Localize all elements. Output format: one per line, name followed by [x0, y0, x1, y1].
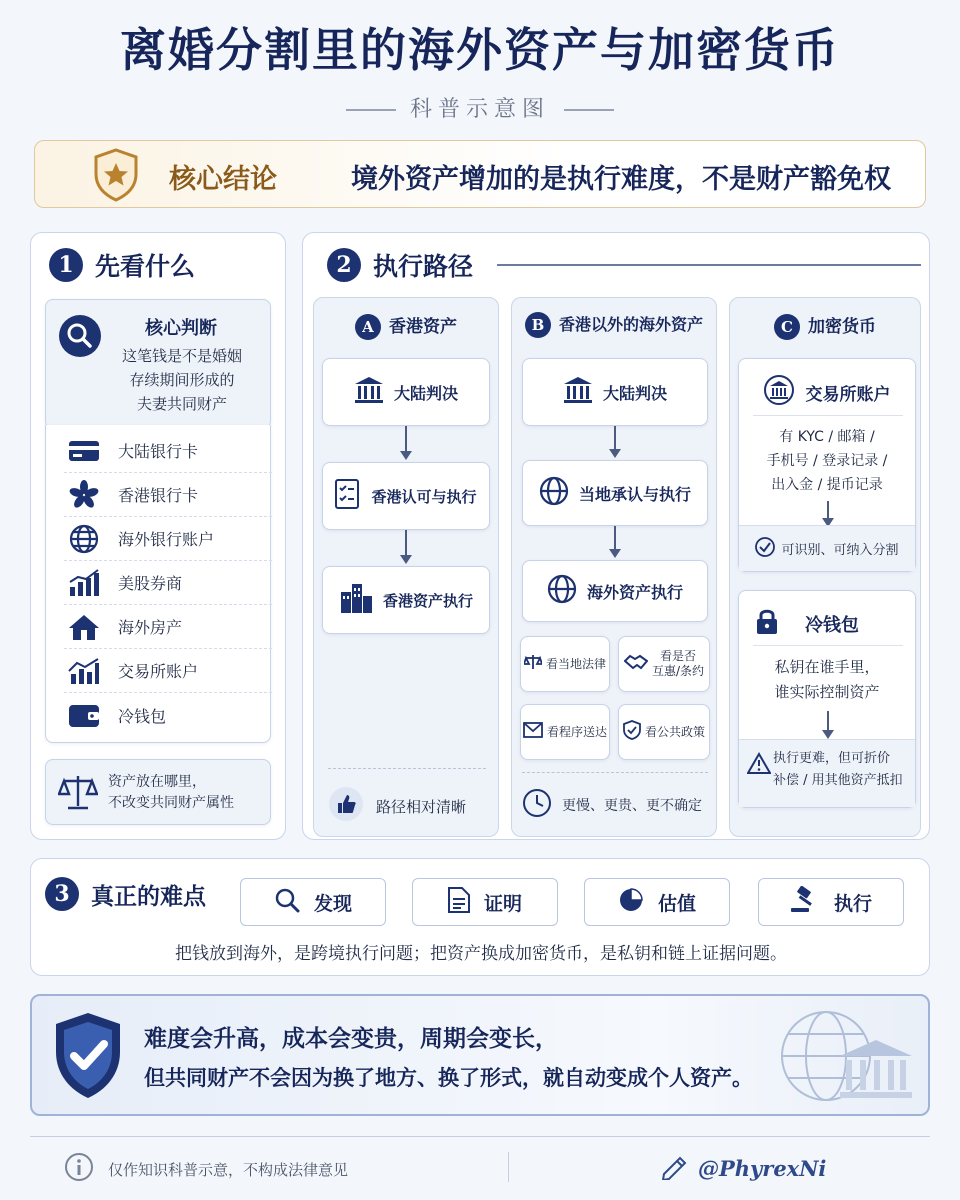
warning-icon [747, 752, 771, 778]
bottom-statement [30, 994, 930, 1116]
cold-wallet-card [738, 590, 916, 808]
bauhinia-icon [64, 480, 104, 510]
note-line: 不改变共同财产属性 [108, 795, 234, 811]
flow-step: 香港认可与执行 [322, 462, 490, 530]
section-title: 先看什么 [95, 252, 196, 281]
column-title: A 香港资产 [314, 312, 498, 340]
flow-arrow [827, 501, 829, 519]
item-label: 大陆银行卡 [118, 442, 199, 461]
divider [497, 264, 921, 266]
card-result: 补偿 / 用其他资产抵扣 [773, 773, 903, 788]
asset-list [45, 425, 271, 743]
item-label: 海外房产 [118, 618, 183, 637]
shield-check-icon [623, 720, 641, 744]
disclaimer: 仅作知识科普示意，不构成法律意见 [108, 1160, 349, 1179]
scale-icon [524, 653, 542, 675]
difficulty-discover: 发现 [240, 878, 386, 926]
list-item [64, 561, 272, 605]
search-icon [58, 314, 102, 362]
location-note [45, 759, 271, 825]
checklist-icon [335, 479, 361, 513]
pie-chart-icon [618, 887, 644, 918]
column-footer: 路径相对清晰 [376, 797, 467, 816]
item-label: 海外银行账户 [118, 530, 215, 549]
flow-arrow [827, 711, 829, 731]
card-line: 手机号 / 登录记录 / [766, 453, 888, 469]
bottom-line-1: 难度会升高，成本会变贵，周期会变长， [144, 1026, 558, 1052]
card-line: 出入金 / 提币记录 [771, 477, 883, 493]
list-item [64, 605, 272, 649]
section-number: 2 [327, 248, 361, 282]
info-icon [64, 1152, 94, 1186]
difficulty-valuation: 估值 [584, 878, 730, 926]
conclusion-label: 核心结论 [169, 164, 277, 195]
shield-check-icon [52, 1010, 124, 1106]
check-circle-icon [755, 537, 775, 561]
footer-divider [30, 1136, 930, 1137]
section-number: 1 [49, 248, 83, 282]
divider [522, 772, 708, 773]
courthouse-icon [563, 375, 593, 409]
clock-icon [522, 788, 552, 822]
footer-separator [508, 1152, 509, 1182]
buildings-icon [339, 582, 373, 618]
core-judgment-line: 这笔钱是不是婚姻 [121, 347, 242, 365]
courthouse-icon [354, 375, 384, 409]
core-judgment-line: 夫妻共同财产 [136, 395, 227, 413]
section-title: 执行路径 [373, 252, 474, 281]
item-label: 美股券商 [118, 574, 183, 593]
exchange-bank-icon [764, 375, 794, 410]
column-crypto [729, 297, 921, 837]
check-item: 看程序送达 [520, 704, 610, 760]
check-item: 看是否 互惠/条约 [618, 636, 710, 692]
exchange-chart-icon [64, 657, 104, 685]
core-judgment-card [45, 299, 271, 429]
globe-icon [64, 524, 104, 554]
document-icon [448, 887, 470, 918]
column-title: C 加密货币 [730, 312, 920, 340]
item-label: 交易所账户 [118, 662, 199, 681]
conclusion-banner [34, 140, 926, 208]
section-execution-path [302, 232, 930, 840]
exchange-account-card [738, 358, 916, 572]
card-line: 谁实际控制资产 [774, 683, 880, 701]
section-number: 3 [45, 877, 79, 911]
difficulty-prove: 证明 [412, 878, 558, 926]
search-icon [274, 887, 300, 918]
column-title: B 香港以外的海外资产 [512, 312, 716, 338]
card-line: 私钥在谁手里， [774, 658, 880, 676]
column-hong-kong [313, 297, 499, 837]
list-item [64, 429, 272, 473]
bottom-line-2: 但共同财产不会因为换了地方、换了形式，就自动变成个人资产。 [144, 1066, 753, 1090]
core-judgment-title: 核心判断 [145, 318, 217, 339]
check-item: 看当地法律 [520, 636, 610, 692]
difficulty-execution: 执行 [758, 878, 904, 926]
list-item [64, 473, 272, 517]
flow-step: 海外资产执行 [522, 560, 708, 622]
thumbs-up-icon [328, 786, 364, 826]
section-what-to-look [30, 232, 286, 840]
core-judgment-line: 存续期间形成的 [129, 371, 235, 389]
shield-star-icon [93, 148, 139, 206]
list-item [64, 649, 272, 693]
house-icon [64, 613, 104, 641]
flow-arrow [614, 526, 616, 550]
author-handle[interactable]: @PhyrexNi [698, 1156, 827, 1181]
note-line: 资产放在哪里， [108, 774, 206, 790]
globe-icon [547, 574, 577, 608]
gavel-icon [790, 886, 820, 919]
item-label: 冷钱包 [118, 706, 167, 726]
card-title: 交易所账户 [805, 385, 891, 405]
stock-chart-icon [64, 569, 104, 597]
card-result: 可识别、可纳入分割 [781, 543, 899, 558]
list-item [64, 693, 272, 737]
handshake-icon [624, 653, 648, 675]
flow-step: 大陆判决 [322, 358, 490, 426]
flow-step: 香港资产执行 [322, 566, 490, 634]
wallet-icon [64, 701, 104, 729]
page-subtitle: 科普示意图 [0, 92, 960, 123]
flow-arrow [614, 426, 616, 450]
conclusion-text: 境外资产增加的是执行难度，不是财产豁免权 [351, 164, 891, 195]
page-title: 离婚分割里的海外资产与加密货币 [120, 23, 840, 77]
globe-icon [539, 476, 569, 510]
pen-icon [660, 1152, 690, 1185]
section-title: 真正的难点 [91, 882, 206, 910]
check-item: 看公共政策 [618, 704, 710, 760]
card-title: 冷钱包 [805, 614, 859, 636]
bank-card-icon [64, 440, 104, 462]
difficulty-summary: 把钱放到海外，是跨境执行问题；把资产换成加密货币，是私钥和链上证据问题。 [175, 944, 787, 964]
scale-icon [58, 772, 98, 816]
globe-bank-illustration [776, 1006, 916, 1110]
flow-step: 大陆判决 [522, 358, 708, 426]
column-footer: 更慢、更贵、更不确定 [562, 798, 702, 814]
divider [328, 768, 486, 769]
flow-arrow [405, 426, 407, 452]
card-result: 执行更难，但可折价 [773, 751, 891, 766]
card-line: 有 KYC / 邮箱 / [779, 429, 875, 445]
column-overseas [511, 297, 717, 837]
envelope-icon [523, 722, 543, 742]
flow-step: 当地承认与执行 [522, 460, 708, 526]
item-label: 香港银行卡 [118, 486, 199, 505]
list-item [64, 517, 272, 561]
lock-icon [755, 607, 779, 640]
flow-arrow [405, 530, 407, 556]
